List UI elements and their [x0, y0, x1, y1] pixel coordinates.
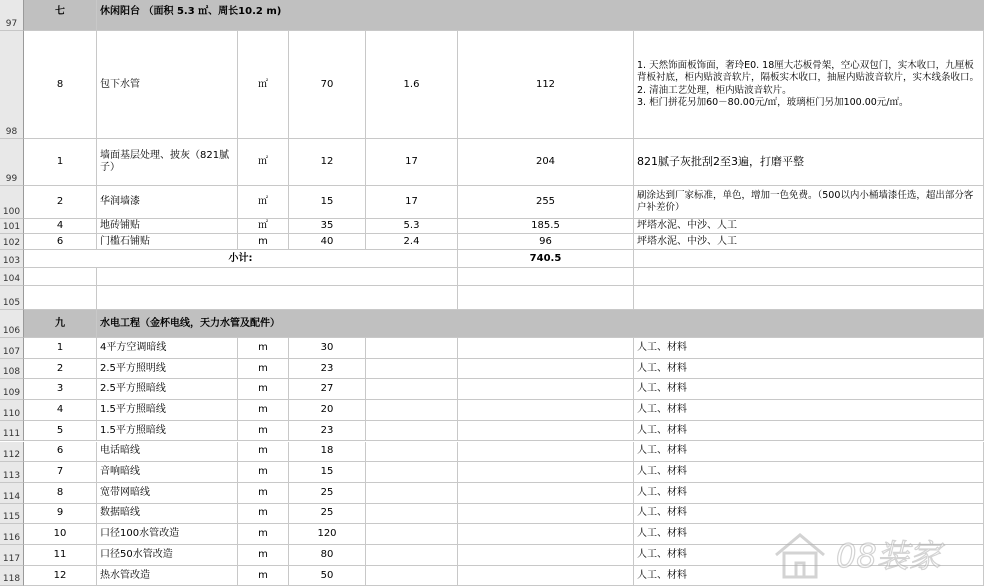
item-quantity[interactable]: 70 [289, 31, 366, 139]
item-note[interactable]: 刷涂达到厂家标准，单色，增加一色免费。（500以内小桶墙漆任选，超出部分客户补差价） [634, 186, 984, 219]
row-header[interactable]: 117 [0, 545, 24, 566]
item-number[interactable]: 3 [24, 379, 97, 400]
item-note[interactable]: 坪塔水泥、中沙、人工 [634, 219, 984, 234]
item-number[interactable]: 7 [24, 462, 97, 483]
item-number[interactable]: 6 [24, 442, 97, 463]
item-name[interactable]: 1.5平方照暗线 [97, 400, 238, 421]
item-total[interactable]: 96 [458, 234, 634, 250]
item-total[interactable]: 255 [458, 186, 634, 219]
table-row[interactable] [0, 483, 984, 504]
item-number[interactable]: 8 [24, 483, 97, 504]
item-unit-price[interactable]: 17 [366, 186, 458, 219]
row-header[interactable]: 107 [0, 338, 24, 359]
item-total[interactable] [458, 545, 634, 566]
item-number[interactable]: 5 [24, 421, 97, 442]
item-note[interactable]: 1. 天然饰面板饰面，奢玲E0. 18厘大芯板骨架，空心双包门，实木收口，九厘板背板衬底，柜内贴波音软片，隔板实木收口，抽屉内贴波音软片，实木线条收口。 2. 清油工艺处理，柜内贴波音软片。 3. 柜门拼花另加60－80.00元/㎡，玻璃柜门另加100.00元/㎡。 [634, 31, 984, 139]
watermark-logo [768, 525, 978, 583]
item-name[interactable]: 1.5平方照暗线 [97, 421, 238, 442]
subtotal-value[interactable]: 740.5 [458, 250, 634, 268]
section-title[interactable]: 水电工程（金杯电线，天力水管及配件） [97, 310, 984, 338]
item-quantity[interactable]: 30 [289, 338, 366, 359]
item-unit[interactable]: m [238, 545, 289, 566]
item-unit[interactable]: m [238, 442, 289, 463]
item-quantity[interactable]: 80 [289, 545, 366, 566]
item-name[interactable]: 2.5平方照暗线 [97, 379, 238, 400]
blank-row[interactable] [0, 268, 984, 286]
item-number[interactable]: 8 [24, 31, 97, 139]
item-unit[interactable]: m [238, 483, 289, 504]
item-quantity[interactable]: 20 [289, 400, 366, 421]
item-quantity[interactable]: 23 [289, 421, 366, 442]
row-header[interactable]: 118 [0, 566, 24, 587]
item-total[interactable]: 185.5 [458, 219, 634, 234]
item-quantity[interactable]: 12 [289, 139, 366, 186]
empty-cell[interactable] [24, 286, 97, 310]
table-row[interactable] [0, 504, 984, 525]
item-note[interactable]: 人工、材料 [634, 462, 984, 483]
section-number[interactable]: 九 [24, 310, 97, 338]
row-header[interactable]: 106 [0, 310, 24, 338]
item-name[interactable]: 口径50水管改造 [97, 545, 238, 566]
item-unit[interactable]: m [238, 400, 289, 421]
item-quantity[interactable]: 40 [289, 234, 366, 250]
item-unit[interactable]: ㎡ [238, 139, 289, 186]
item-name[interactable]: 包下水管 [97, 31, 238, 139]
item-unit[interactable]: m [238, 462, 289, 483]
row-header[interactable]: 110 [0, 400, 24, 421]
item-total[interactable]: 204 [458, 139, 634, 186]
table-row[interactable] [0, 139, 984, 186]
row-header[interactable]: 97 [0, 0, 24, 31]
item-quantity[interactable]: 18 [289, 442, 366, 463]
section-row[interactable] [0, 310, 984, 338]
item-unit-price[interactable] [366, 421, 458, 442]
item-total[interactable]: 112 [458, 31, 634, 139]
item-name[interactable]: 数据暗线 [97, 504, 238, 525]
row-header[interactable]: 116 [0, 524, 24, 545]
section-title[interactable]: 休闲阳台 （面积 5.3 ㎡、周长10.2 m) [97, 0, 984, 31]
item-quantity[interactable]: 25 [289, 483, 366, 504]
item-note[interactable]: 人工、材料 [634, 483, 984, 504]
item-unit[interactable]: m [238, 524, 289, 545]
row-header[interactable]: 113 [0, 462, 24, 483]
item-name[interactable]: 电话暗线 [97, 442, 238, 463]
item-note[interactable]: 人工、材料 [634, 421, 984, 442]
row-header[interactable]: 114 [0, 483, 24, 504]
table-row[interactable] [0, 379, 984, 400]
item-note[interactable]: 人工、材料 [634, 338, 984, 359]
item-number[interactable]: 4 [24, 400, 97, 421]
item-unit-price[interactable] [366, 504, 458, 525]
item-note[interactable]: 人工、材料 [634, 504, 984, 525]
empty-cell[interactable] [24, 268, 97, 286]
section-row[interactable] [0, 0, 984, 31]
item-total[interactable] [458, 379, 634, 400]
item-total[interactable] [458, 566, 634, 587]
item-total[interactable] [458, 442, 634, 463]
item-unit-price[interactable] [366, 338, 458, 359]
row-header[interactable]: 104 [0, 268, 24, 286]
item-unit-price[interactable]: 17 [366, 139, 458, 186]
row-header[interactable]: 98 [0, 31, 24, 139]
item-quantity[interactable]: 25 [289, 504, 366, 525]
item-unit[interactable]: m [238, 234, 289, 250]
table-row[interactable] [0, 421, 984, 442]
item-unit[interactable]: m [238, 379, 289, 400]
item-name[interactable]: 音响暗线 [97, 462, 238, 483]
item-total[interactable] [458, 338, 634, 359]
item-number[interactable]: 2 [24, 186, 97, 219]
item-unit[interactable]: m [238, 421, 289, 442]
table-row[interactable] [0, 442, 984, 463]
item-unit-price[interactable] [366, 566, 458, 587]
item-name[interactable]: 4平方空调暗线 [97, 338, 238, 359]
item-total[interactable] [458, 483, 634, 504]
row-header[interactable]: 101 [0, 219, 24, 234]
item-unit[interactable]: m [238, 566, 289, 587]
item-name[interactable]: 墙面基层处理、披灰（821腻子） [97, 139, 238, 186]
row-header[interactable]: 108 [0, 359, 24, 380]
item-unit[interactable]: m [238, 504, 289, 525]
item-total[interactable] [458, 524, 634, 545]
row-header[interactable]: 112 [0, 442, 24, 463]
row-header[interactable]: 102 [0, 234, 24, 250]
item-unit-price[interactable]: 2.4 [366, 234, 458, 250]
item-total[interactable] [458, 359, 634, 380]
empty-cell[interactable] [634, 268, 984, 286]
table-row[interactable] [0, 186, 984, 219]
item-name[interactable]: 热水管改造 [97, 566, 238, 587]
item-quantity[interactable]: 27 [289, 379, 366, 400]
row-header[interactable]: 111 [0, 421, 24, 442]
item-unit[interactable]: ㎡ [238, 186, 289, 219]
item-quantity[interactable]: 35 [289, 219, 366, 234]
row-header[interactable]: 105 [0, 286, 24, 310]
item-unit[interactable]: m [238, 359, 289, 380]
row-header[interactable]: 99 [0, 139, 24, 186]
empty-cell[interactable] [634, 286, 984, 310]
item-name[interactable]: 宽带网暗线 [97, 483, 238, 504]
item-number[interactable]: 1 [24, 139, 97, 186]
row-header[interactable]: 103 [0, 250, 24, 268]
table-row[interactable] [0, 31, 984, 139]
item-note[interactable]: 821腻子灰批刮2至3遍，打磨平整 [634, 139, 984, 186]
item-unit-price[interactable] [366, 400, 458, 421]
item-note[interactable]: 人工、材料 [634, 379, 984, 400]
item-note[interactable]: 坪塔水泥、中沙、人工 [634, 234, 984, 250]
item-unit-price[interactable] [366, 379, 458, 400]
item-name[interactable]: 口径100水管改造 [97, 524, 238, 545]
table-row[interactable] [0, 359, 984, 380]
item-unit[interactable]: ㎡ [238, 219, 289, 234]
item-note[interactable]: 人工、材料 [634, 442, 984, 463]
item-unit-price[interactable] [366, 483, 458, 504]
item-unit-price[interactable] [366, 442, 458, 463]
item-name[interactable]: 华润墙漆 [97, 186, 238, 219]
item-unit-price[interactable]: 1.6 [366, 31, 458, 139]
item-number[interactable]: 1 [24, 338, 97, 359]
item-total[interactable] [458, 400, 634, 421]
item-quantity[interactable]: 23 [289, 359, 366, 380]
subtotal-label[interactable]: 小计: [24, 250, 458, 268]
item-note[interactable]: 人工、材料 [634, 524, 984, 545]
item-number[interactable]: 9 [24, 504, 97, 525]
table-row[interactable] [0, 338, 984, 359]
item-number[interactable]: 10 [24, 524, 97, 545]
blank-row[interactable] [0, 286, 984, 310]
item-total[interactable] [458, 462, 634, 483]
empty-cell[interactable] [97, 286, 458, 310]
item-quantity[interactable]: 50 [289, 566, 366, 587]
item-number[interactable]: 6 [24, 234, 97, 250]
item-unit-price[interactable] [366, 524, 458, 545]
item-unit-price[interactable] [366, 359, 458, 380]
item-quantity[interactable]: 15 [289, 462, 366, 483]
item-note[interactable]: 人工、材料 [634, 400, 984, 421]
item-total[interactable] [458, 421, 634, 442]
item-unit[interactable]: m [238, 338, 289, 359]
table-row[interactable] [0, 234, 984, 250]
item-unit-price[interactable] [366, 545, 458, 566]
empty-cell[interactable] [634, 250, 984, 268]
empty-cell[interactable] [97, 268, 458, 286]
item-number[interactable]: 2 [24, 359, 97, 380]
item-total[interactable] [458, 504, 634, 525]
row-header[interactable]: 115 [0, 504, 24, 525]
item-number[interactable]: 11 [24, 545, 97, 566]
section-number[interactable]: 七 [24, 0, 97, 31]
watermark-text: 08装家 [836, 537, 941, 575]
row-header[interactable]: 109 [0, 379, 24, 400]
item-note[interactable]: 人工、材料 [634, 545, 984, 566]
item-name[interactable]: 门槛石铺贴 [97, 234, 238, 250]
item-name[interactable]: 地砖铺贴 [97, 219, 238, 234]
item-unit-price[interactable] [366, 462, 458, 483]
item-unit[interactable]: ㎡ [238, 31, 289, 139]
row-header[interactable]: 100 [0, 186, 24, 219]
item-number[interactable]: 12 [24, 566, 97, 587]
item-number[interactable]: 4 [24, 219, 97, 234]
empty-cell[interactable] [458, 268, 634, 286]
item-note[interactable]: 人工、材料 [634, 359, 984, 380]
table-row[interactable] [0, 400, 984, 421]
item-quantity[interactable]: 15 [289, 186, 366, 219]
item-unit-price[interactable]: 5.3 [366, 219, 458, 234]
item-quantity[interactable]: 120 [289, 524, 366, 545]
table-row[interactable] [0, 219, 984, 234]
table-row[interactable] [0, 462, 984, 483]
item-note[interactable]: 人工、材料 [634, 566, 984, 587]
empty-cell[interactable] [458, 286, 634, 310]
item-name[interactable]: 2.5平方照明线 [97, 359, 238, 380]
subtotal-row[interactable] [0, 250, 984, 268]
